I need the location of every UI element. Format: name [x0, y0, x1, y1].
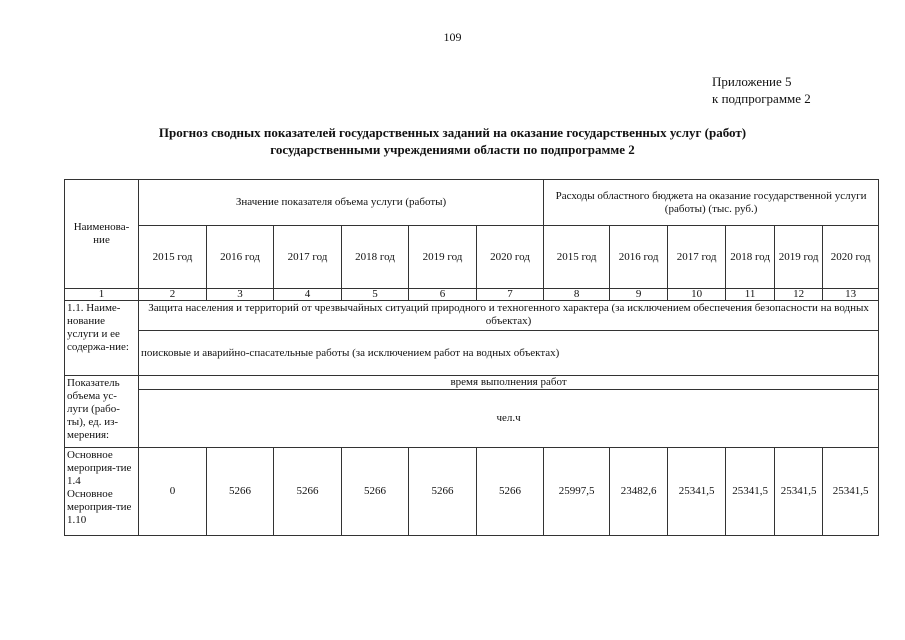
- expense-value: 23482,6: [610, 448, 668, 536]
- expense-year: 2017 год: [668, 226, 726, 289]
- header-name: Наименова-ние: [65, 180, 139, 289]
- column-number: 10: [668, 289, 726, 301]
- expense-value: 25341,5: [726, 448, 775, 536]
- expense-year: 2019 год: [775, 226, 823, 289]
- volume-value: 5266: [409, 448, 477, 536]
- header-volume: Значение показателя объема услуги (работы): [139, 180, 544, 226]
- volume-value: 5266: [274, 448, 342, 536]
- column-number: 5: [342, 289, 409, 301]
- activity-row: [65, 448, 879, 536]
- indicators-table: [64, 179, 879, 536]
- years-row: [65, 226, 879, 289]
- column-number: 2: [139, 289, 207, 301]
- column-number: 6: [409, 289, 477, 301]
- column-number: 8: [544, 289, 610, 301]
- volume-value: 5266: [342, 448, 409, 536]
- indicator-unit: чел.ч: [139, 390, 879, 448]
- title-line-2: государственными учреждениями области по подпрограмме 2: [270, 142, 635, 157]
- volume-year: 2016 год: [207, 226, 274, 289]
- service-label: 1.1. Наиме-нование услуги и ее содержа-ние:: [65, 301, 139, 376]
- expense-year: 2016 год: [610, 226, 668, 289]
- service-content: поисковые и аварийно-спасательные работы (за исключением работ на водных объектах): [139, 331, 879, 376]
- activity-label-1: Основное мероприя-тие 1.4: [67, 449, 132, 487]
- expense-value: 25997,5: [544, 448, 610, 536]
- column-number: 7: [477, 289, 544, 301]
- appendix-line-1: Приложение 5: [712, 74, 792, 89]
- title-line-1: Прогноз сводных показателей государственных заданий на оказание государственных услуг (работ): [158, 125, 747, 140]
- column-numbers-row: [65, 289, 879, 301]
- volume-year: 2020 год: [477, 226, 544, 289]
- document-title: [60, 124, 845, 158]
- column-number: 1: [65, 289, 139, 301]
- column-number: 12: [775, 289, 823, 301]
- expense-year: 2020 год: [823, 226, 879, 289]
- activity-label-2: Основное мероприя-тие 1.10: [67, 488, 132, 526]
- expense-value: 25341,5: [668, 448, 726, 536]
- expense-year: 2018 год: [726, 226, 775, 289]
- activity-label: [65, 448, 139, 536]
- expense-year: 2015 год: [544, 226, 610, 289]
- expense-value: 25341,5: [823, 448, 879, 536]
- column-number: 4: [274, 289, 342, 301]
- column-number: 13: [823, 289, 879, 301]
- volume-year: 2018 год: [342, 226, 409, 289]
- appendix-note: [712, 73, 811, 107]
- volume-value: 5266: [207, 448, 274, 536]
- volume-year: 2017 год: [274, 226, 342, 289]
- volume-year: 2019 год: [409, 226, 477, 289]
- column-number: 9: [610, 289, 668, 301]
- volume-value: 0: [139, 448, 207, 536]
- indicator-name: время выполнения работ: [139, 376, 879, 390]
- appendix-line-2: к подпрограмме 2: [712, 91, 811, 106]
- header-expense: Расходы областного бюджета на оказание государственной услуги (работы) (тыс. руб.): [544, 180, 879, 226]
- column-number: 11: [726, 289, 775, 301]
- expense-value: 25341,5: [775, 448, 823, 536]
- volume-value: 5266: [477, 448, 544, 536]
- page-number: 109: [443, 30, 462, 44]
- column-number: 3: [207, 289, 274, 301]
- volume-year: 2015 год: [139, 226, 207, 289]
- indicator-label: Показатель объема ус-луги (рабо-ты), ед. из-мерения:: [65, 376, 139, 448]
- service-name: Защита населения и территорий от чрезвычайных ситуаций природного и техногенного характера (за исключением обеспечения безопасности на водных объектах): [139, 301, 879, 331]
